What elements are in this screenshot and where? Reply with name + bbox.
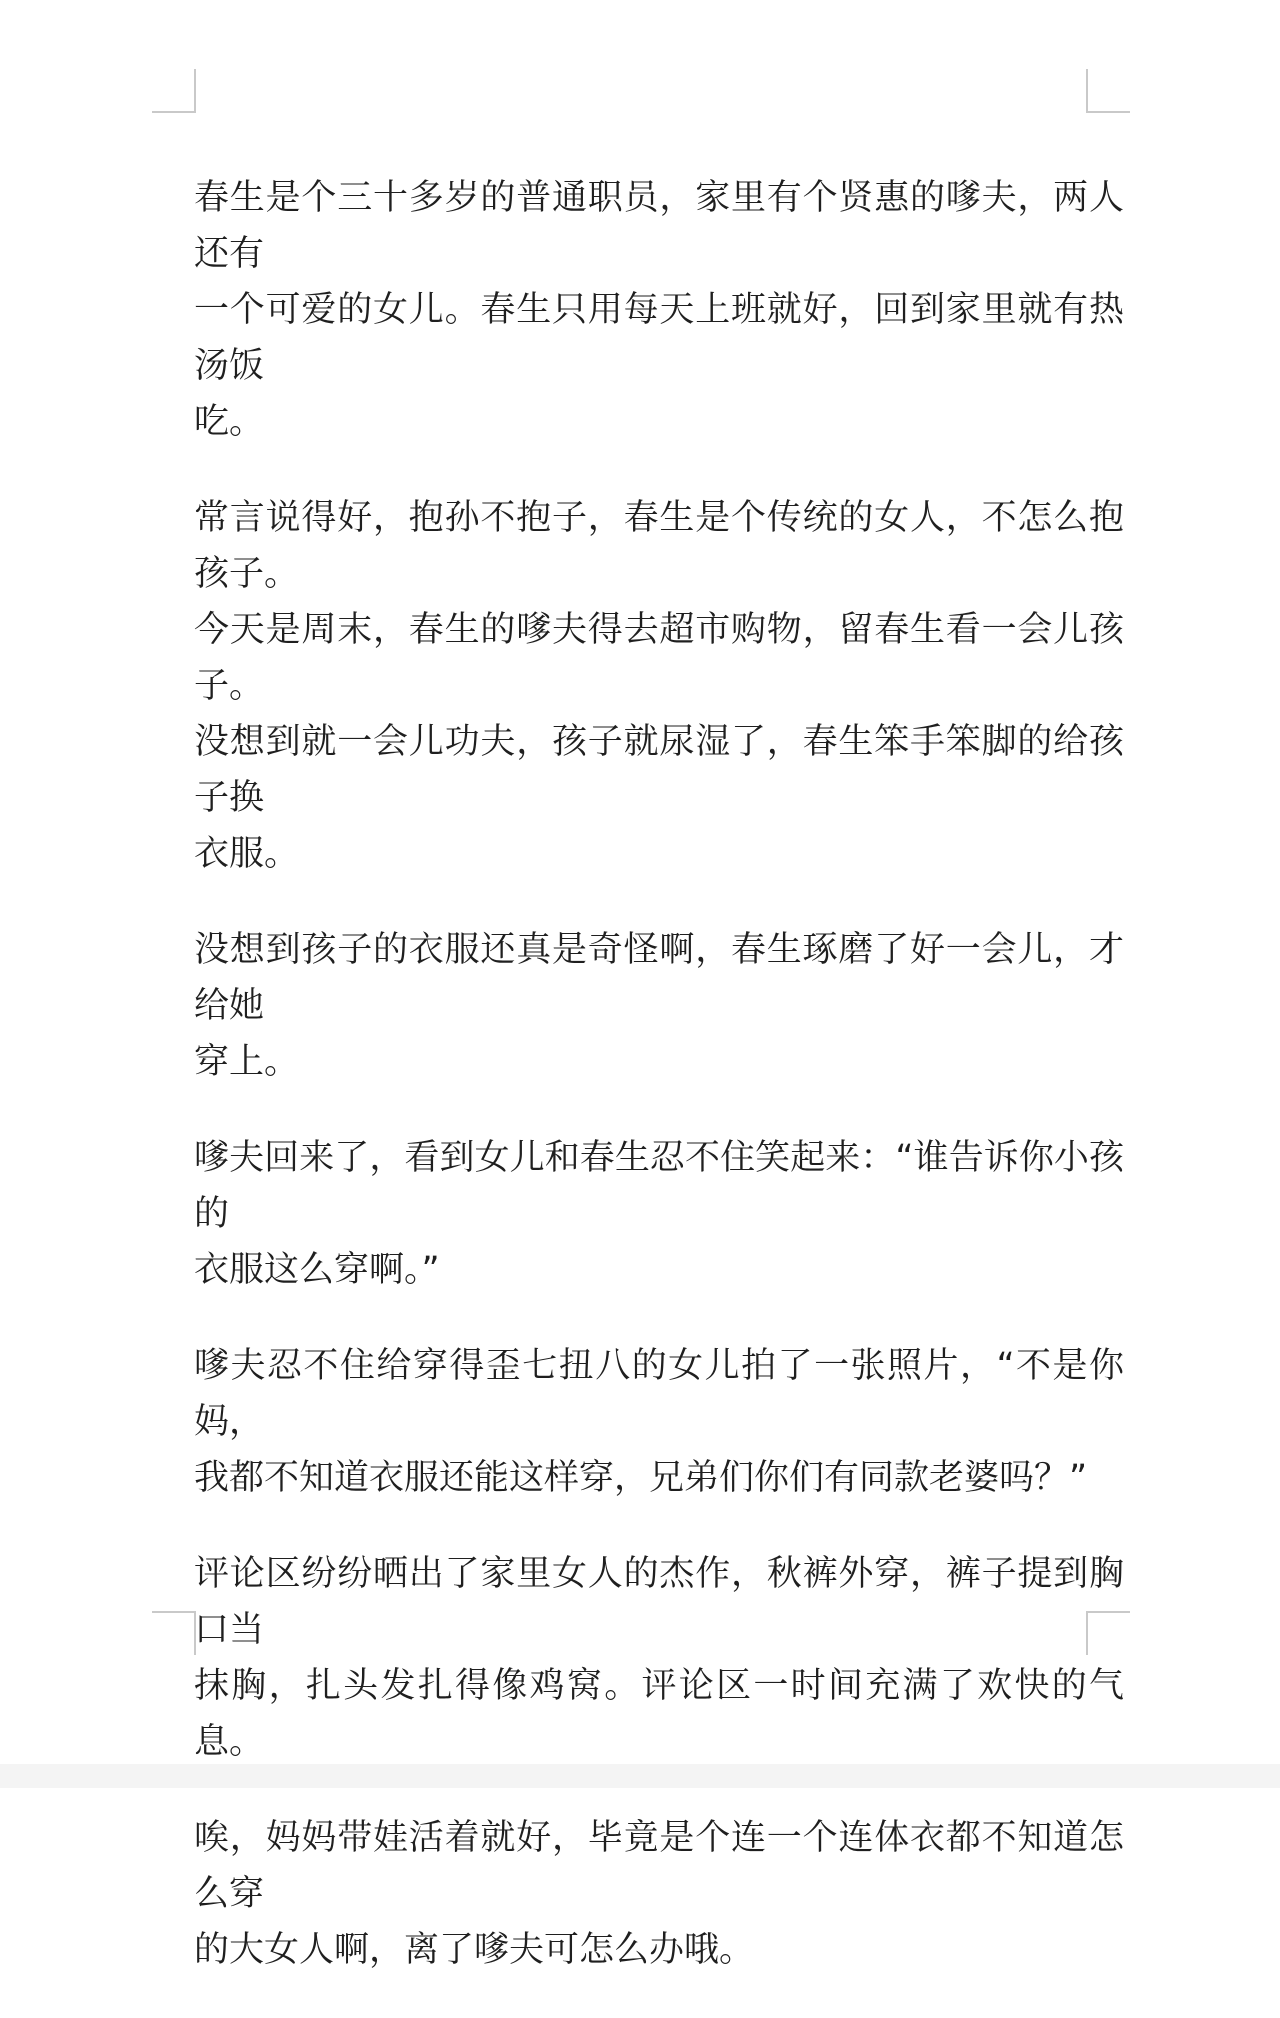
paragraph-7: 唉，妈妈带娃活着就好，毕竟是个连一个连体衣都不知道怎么穿 的大女人啊，离了嗲夫可怎么办哦。 [194,1818,1124,1970]
paragraph-2: 常言说得好，抱孙不抱子，春生是个传统的女人，不怎么抱孩子。 今天是周末，春生的嗲夫得去超市购物，留春生看一会儿孩子。 没想到就一会儿功夫，孩子就尿湿了，春生笨手笨脚的给孩子换 衣服。 [194,498,1124,874]
paragraph-1: 春生是个三十多岁的普通职员，家里有个贤惠的嗲夫，两人还有 一个可爱的女儿。春生只用每天上班就好，回到家里就有热汤饭 吃。 [194,178,1124,442]
top-left-margin-mark [152,69,196,113]
paragraph-6: 评论区纷纷晒出了家里女人的杰作，秋裤外穿，裤子提到胸口当 抹胸，扎头发扎得像鸡窝。评论区一时间充满了欢快的气息。 [194,1554,1124,1762]
bottom-right-margin-mark [1086,1611,1130,1655]
paragraph-5: 嗲夫忍不住给穿得歪七扭八的女儿拍了一张照片，“不是你妈， 我都不知道衣服还能这样穿，兄弟们你们有同款老婆吗？” [194,1346,1124,1498]
document-body [194,170,1124,2018]
bottom-left-margin-mark [152,1611,196,1655]
paragraph-3: 没想到孩子的衣服还真是奇怪啊，春生琢磨了好一会儿，才给她 穿上。 [194,930,1124,1082]
paragraph-4: 嗲夫回来了，看到女儿和春生忍不住笑起来：“谁告诉你小孩的 衣服这么穿啊。” [194,1138,1124,1290]
page-bottom-edge [0,1764,1280,1788]
top-right-margin-mark [1086,69,1130,113]
